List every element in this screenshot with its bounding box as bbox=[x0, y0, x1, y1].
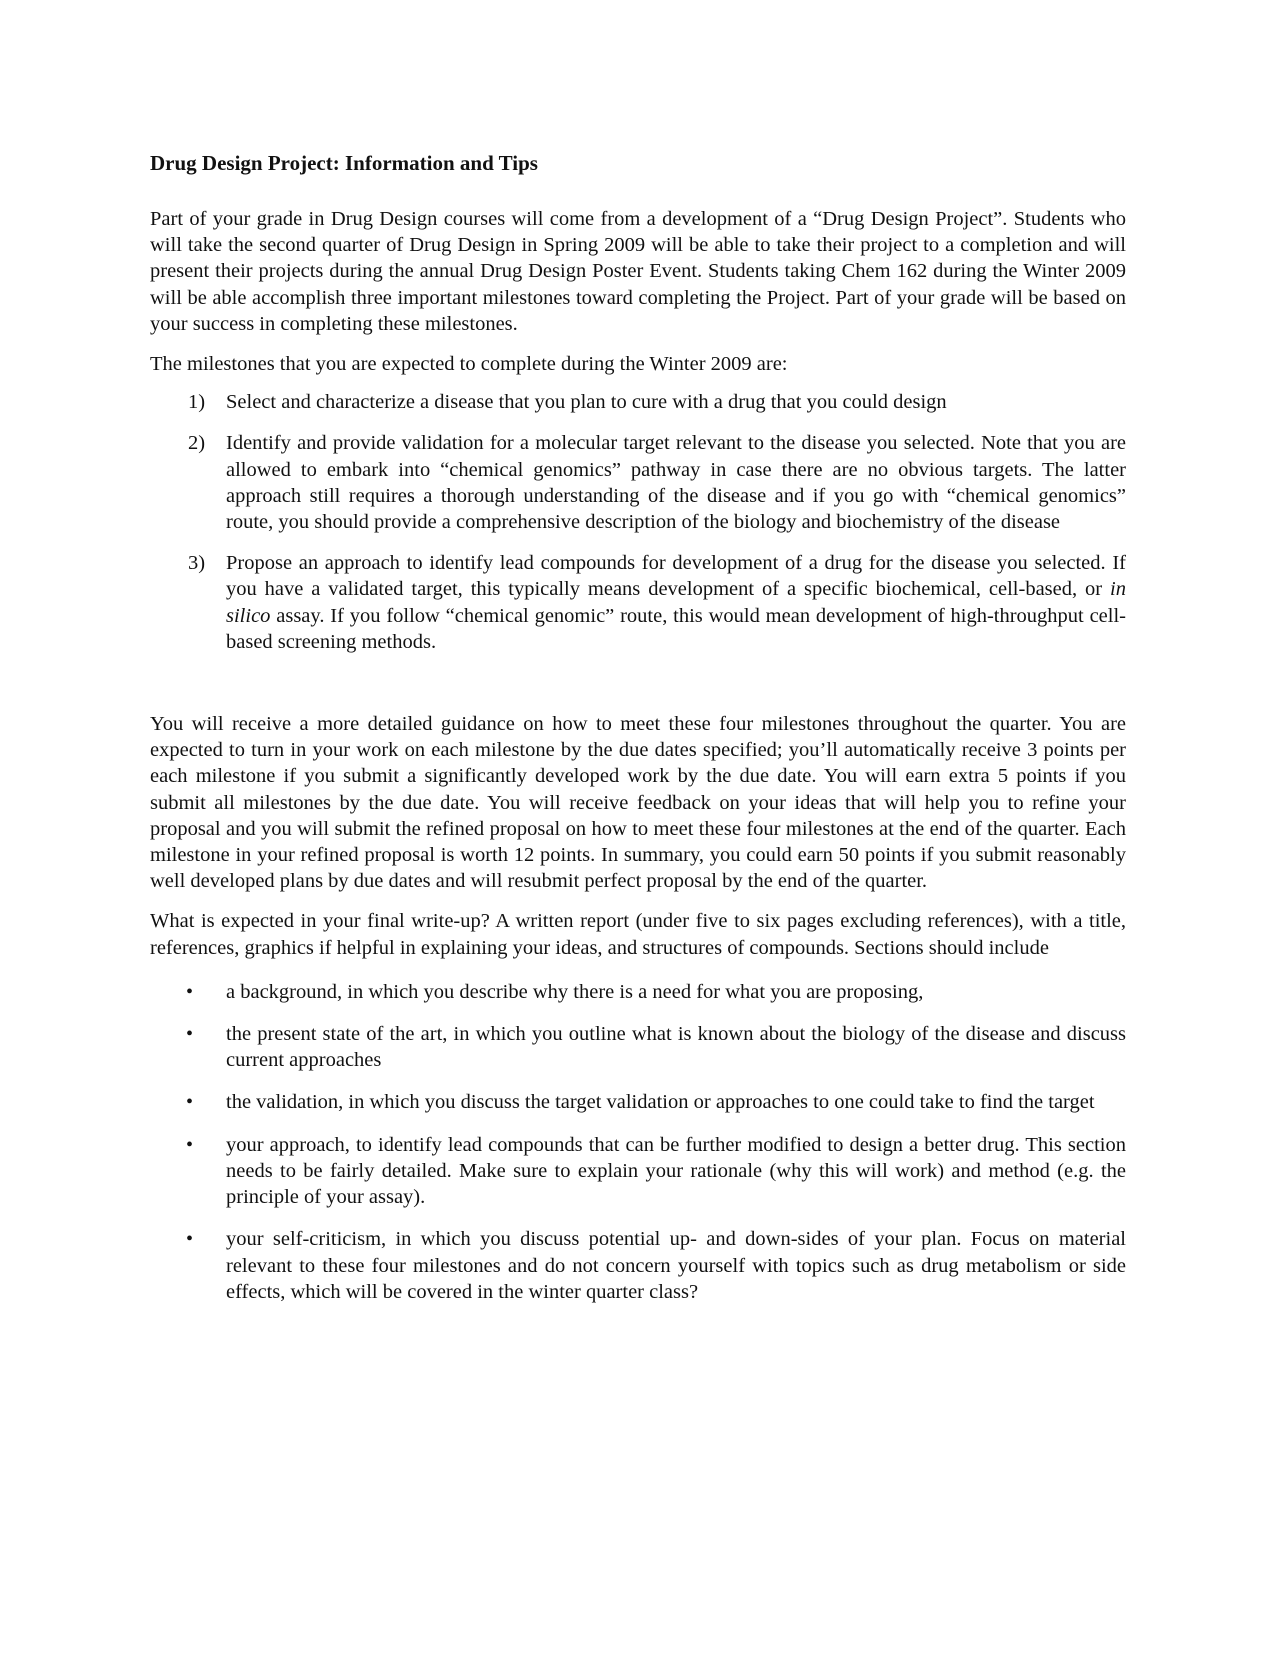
milestone-item-1 bbox=[150, 389, 1126, 415]
list-number: 3) bbox=[188, 552, 206, 575]
milestone-text-part: assay. If you follow “chemical genomic” route, this would mean development of high-throughput cell-based screening methods. bbox=[226, 604, 1126, 653]
bullet-icon: • bbox=[186, 1023, 194, 1046]
section-text: the present state of the art, in which you outline what is known about the biology of the disease and discuss current approaches bbox=[226, 1023, 1126, 1072]
milestone-item-3 bbox=[150, 550, 1126, 655]
section-item-validation bbox=[150, 1089, 1126, 1115]
section-item-state-of-art bbox=[150, 1021, 1126, 1073]
milestone-text: Identify and provide validation for a molecular target relevant to the disease you selected. Note that you are allowed to embark into “chemical genomics” pathway in case there are no obvious targets. The latter approach still requires a thorough understanding of the disease and if you go with “chemical genomics” route, you should provide a comprehensive description of the biology and biochemistry of the disease bbox=[226, 432, 1126, 534]
section-text: your self-criticism, in which you discuss potential up- and down-sides of your plan. Focus on material relevant to these four milestones and do not concern yourself with topics such as drug metabolism or side effects, which will be covered in the winter quarter class? bbox=[226, 1228, 1126, 1303]
milestones-intro: The milestones that you are expected to complete during the Winter 2009 are: bbox=[150, 353, 788, 376]
bullet-icon: • bbox=[186, 1133, 194, 1156]
italic-term: in silico bbox=[226, 578, 1126, 627]
milestone-text-part: Propose an approach to identify lead compounds for development of a drug for the disease you selected. If you have a validated target, this typically means development of a specific biochemical, cell-based, or bbox=[226, 552, 1126, 601]
list-number: 2) bbox=[188, 432, 206, 455]
section-item-approach bbox=[150, 1132, 1126, 1211]
milestone-item-2 bbox=[150, 430, 1126, 535]
document-title: Drug Design Project: Information and Tips bbox=[150, 151, 538, 175]
bullet-icon: • bbox=[186, 1091, 194, 1114]
document-page bbox=[150, 150, 1126, 1305]
list-number: 1) bbox=[188, 391, 206, 414]
intro-paragraph: Part of your grade in Drug Design courses will come from a development of a “Drug Design Project”. Students who will take the second quarter of Drug Design in Spring 2009 will be able to take their project to a completion and will present their projects during the annual Drug Design Poster Event. Students taking Chem 162 during the Winter 2009 will be able accomplish three important milestones toward completing the Project. Part of your grade will be based on your success in completing these milestones. bbox=[150, 208, 1126, 335]
section-item-background bbox=[150, 979, 1126, 1005]
milestone-text bbox=[226, 552, 1126, 653]
section-item-self-criticism bbox=[150, 1226, 1126, 1305]
milestone-text: Select and characterize a disease that you plan to cure with a drug that you could design bbox=[226, 391, 947, 414]
bullet-icon: • bbox=[186, 980, 194, 1003]
guidance-paragraph: You will receive a more detailed guidance on how to meet these four milestones throughout the quarter. You are expected to turn in your work on each milestone by the due dates specified; you’ll automatically receive 3 points per each milestone if you submit a significantly developed work by the due date. You will earn extra 5 points if you submit all milestones by the due date. You will receive feedback on your ideas that will help you to refine your proposal and you will submit the refined proposal on how to meet these four milestones at the end of the quarter. Each milestone in your refined proposal is worth 12 points. In summary, you could earn 50 points if you submit reasonably well developed plans by due dates and will resubmit perfect proposal by the end of the quarter. bbox=[150, 713, 1126, 893]
milestones-list bbox=[150, 389, 1126, 655]
bullet-icon: • bbox=[186, 1228, 194, 1251]
section-text: your approach, to identify lead compounds that can be further modified to design a better drug. This section needs to be fairly detailed. Make sure to explain your rationale (why this will work) and method (e.g. the principle of your assay). bbox=[226, 1133, 1126, 1209]
section-text: the validation, in which you discuss the target validation or approaches to one could take to find the target bbox=[226, 1091, 1095, 1114]
section-text: a background, in which you describe why there is a need for what you are proposing, bbox=[226, 980, 924, 1003]
writeup-paragraph: What is expected in your final write-up? A written report (under five to six pages excluding references), with a title, references, graphics if helpful in explaining your ideas, and structures of compounds. Sections should include bbox=[150, 910, 1126, 959]
sections-list bbox=[150, 979, 1126, 1305]
